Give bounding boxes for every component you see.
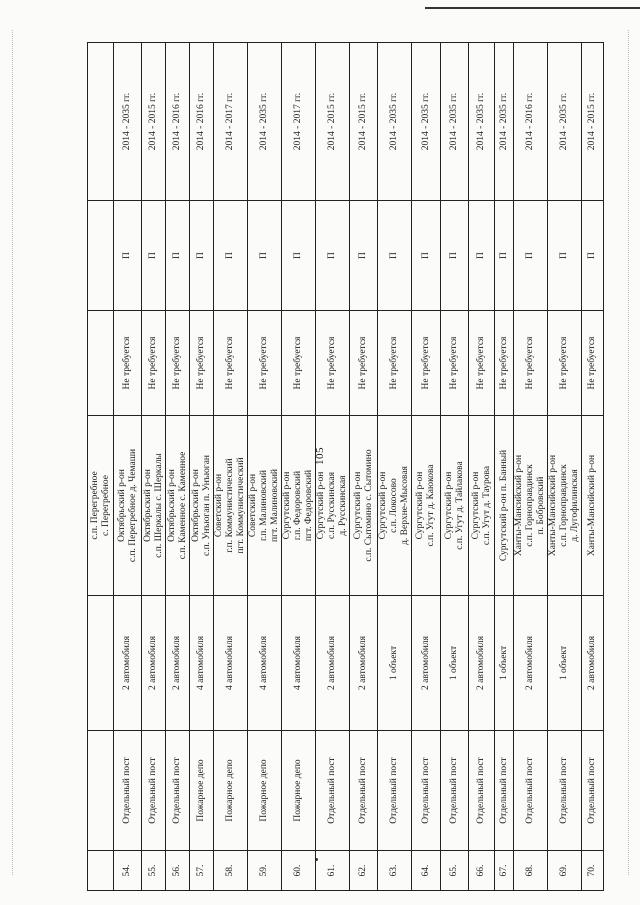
station-type: Отдельный пост [469, 731, 495, 851]
location-line: с.п. Угут д. Тайлакова [454, 461, 465, 550]
equipment: 2 автомобиля [582, 596, 604, 731]
location-line: Сургутский р-он [378, 471, 388, 540]
location-line: г.п. Федоровский [293, 470, 303, 541]
location [469, 416, 495, 596]
location-line: Ханты-Мансийский р-он [548, 454, 558, 557]
table-row [548, 43, 582, 891]
row-number: 58. [214, 851, 248, 891]
requirement [88, 311, 114, 416]
period: 2014 - 2017 гг. [282, 43, 316, 201]
row-number: 60. [282, 851, 316, 891]
requirement: Не требуется [514, 311, 548, 416]
location-line: п. Бобровский [536, 476, 546, 535]
period: 2014 - 2035 гг. [548, 43, 582, 201]
equipment: 1 объект [378, 596, 412, 731]
category: П [548, 201, 582, 311]
station-type: Отдельный пост [582, 731, 604, 851]
equipment: 4 автомобиля [282, 596, 316, 731]
location-line: Октябрьский р-он [190, 469, 201, 542]
requirement: Не требуется [114, 311, 142, 416]
row-number: 70. [582, 851, 604, 891]
period: 2014 - 2016 гг. [190, 43, 214, 201]
station-type: Отдельный пост [514, 731, 548, 851]
row-number: 55. [142, 851, 166, 891]
table-row [114, 43, 142, 891]
equipment: 2 автомобиля [142, 596, 166, 731]
location-line: Советский р-он [248, 473, 258, 538]
requirement: Не требуется [548, 311, 582, 416]
location [441, 416, 469, 596]
equipment: 2 автомобиля [412, 596, 441, 731]
period: 2014 - 2015 гг. [350, 43, 378, 201]
location-line: с.п. Унъюган п. Унъюган [201, 455, 212, 556]
category: П [316, 201, 350, 311]
location-line: с.п. Локосово [389, 478, 399, 533]
location-line: пгт. Коммунистический [236, 457, 246, 554]
table-row [378, 43, 412, 891]
row-number: 66. [469, 851, 495, 891]
station-type: Отдельный пост [316, 731, 350, 851]
requirement: Не требуется [282, 311, 316, 416]
header-rule [425, 7, 640, 9]
category [88, 201, 114, 311]
location-line: д. Верхне-Мысовая [400, 466, 410, 545]
location [495, 416, 514, 596]
period: 2014 - 2016 гг. [514, 43, 548, 201]
station-type: Отдельный пост [142, 731, 166, 851]
location [350, 416, 378, 596]
scan-edge-right [628, 30, 629, 875]
location-line: с.п. Русскинская [327, 472, 337, 539]
station-type: Отдельный пост [548, 731, 582, 851]
location-line: Октябрьский р-он [142, 469, 153, 542]
row-number: 62. [350, 851, 378, 891]
location-line: г.п. Коммунистический [225, 458, 235, 553]
equipment: 2 автомобиля [166, 596, 190, 731]
period: 2014 - 2035 гг. [248, 43, 282, 201]
station-type: Отдельный пост [412, 731, 441, 851]
location-line: с.п. Сытомино с. Сытомино [363, 449, 374, 562]
period [88, 43, 114, 201]
row-number: 57. [190, 851, 214, 891]
equipment: 2 автомобиля [114, 596, 142, 731]
table-row [441, 43, 469, 891]
equipment: 2 автомобиля [350, 596, 378, 731]
row-number: 63. [378, 851, 412, 891]
period: 2014 - 2035 гг. [412, 43, 441, 201]
location [378, 416, 412, 596]
row-number: 54. [114, 851, 142, 891]
category: П [350, 201, 378, 311]
equipment [88, 596, 114, 731]
location [114, 416, 142, 596]
table-row [412, 43, 441, 891]
category: П [248, 201, 282, 311]
station-type: Отдельный пост [378, 731, 412, 851]
location [548, 416, 582, 596]
equipment: 2 автомобиля [469, 596, 495, 731]
location-line: Сургутский р-он [443, 471, 454, 540]
row-number [88, 851, 114, 891]
requirement: Не требуется [190, 311, 214, 416]
category: П [469, 201, 495, 311]
location [514, 416, 548, 596]
row-number: 59. [248, 851, 282, 891]
location [214, 416, 248, 596]
location-line: Советский р-он [214, 473, 224, 538]
requirement: Не требуется [495, 311, 514, 416]
location [282, 416, 316, 596]
row-number: 67. [495, 851, 514, 891]
location [166, 416, 190, 596]
equipment: 4 автомобиля [248, 596, 282, 731]
period: 2014 - 2016 гг. [166, 43, 190, 201]
category: П [378, 201, 412, 311]
location-line: Сургутский р-он [352, 471, 363, 540]
station-type: Пожарное депо [190, 731, 214, 851]
location [190, 416, 214, 596]
requirement: Не требуется [248, 311, 282, 416]
location-line: Октябрьский р-он [166, 469, 177, 542]
table-row [142, 43, 166, 891]
station-type: Пожарное депо [248, 731, 282, 851]
table-row [248, 43, 282, 891]
location [316, 416, 350, 596]
table-row [88, 43, 114, 891]
category: П [495, 201, 514, 311]
location-line: с. Перегребное [100, 475, 111, 536]
category: П [142, 201, 166, 311]
requirement: Не требуется [582, 311, 604, 416]
location-line: Сургутский р-он [415, 471, 425, 540]
table-row [469, 43, 495, 891]
category: П [166, 201, 190, 311]
table-row [582, 43, 604, 891]
requirement: Не требуется [350, 311, 378, 416]
category: П [582, 201, 604, 311]
requirement: Не требуется [412, 311, 441, 416]
category: П [114, 201, 142, 311]
requirement: Не требуется [166, 311, 190, 416]
table-row [350, 43, 378, 891]
equipment: 4 автомобиля [214, 596, 248, 731]
category: П [282, 201, 316, 311]
location-line: с.п. Перегребное [89, 471, 100, 540]
requirement: Не требуется [469, 311, 495, 416]
equipment: 1 объект [495, 596, 514, 731]
location-line: Октябрьский р-он [116, 469, 127, 542]
table-row [495, 43, 514, 891]
category: П [214, 201, 248, 311]
table-row [316, 43, 350, 891]
row-number: 61. [316, 851, 350, 891]
location-line: д. Лугофилинская [570, 469, 580, 542]
row-number: 64. [412, 851, 441, 891]
period: 2014 - 2035 гг. [469, 43, 495, 201]
table-row [282, 43, 316, 891]
location-line: Ханты-Мансийский р-он [514, 454, 524, 557]
period: 2014 - 2035 гг. [114, 43, 142, 201]
location-line: с.п. Горноправдинск [525, 464, 535, 547]
period: 2014 - 2015 гг. [582, 43, 604, 201]
station-type [88, 731, 114, 851]
location-line: пгт. Малиновский [270, 469, 280, 543]
location [412, 416, 441, 596]
location [582, 416, 604, 596]
category: П [441, 201, 469, 311]
row-number: 56. [166, 851, 190, 891]
requirement: Не требуется [441, 311, 469, 416]
location [142, 416, 166, 596]
location-line: Сургутский р-он [470, 471, 481, 540]
location-line: с.п. Горноправдинск [559, 464, 569, 547]
category: П [514, 201, 548, 311]
station-type: Отдельный пост [441, 731, 469, 851]
requirement: Не требуется [214, 311, 248, 416]
row-number: 69. [548, 851, 582, 891]
page-number: 105 [314, 447, 326, 465]
location-line: с.п. Угут д. Каюкова [426, 464, 436, 547]
table-row [514, 43, 548, 891]
station-type: Пожарное депо [282, 731, 316, 851]
location-line: с.п. Шеркалы с. Шеркалы [153, 453, 164, 558]
category: П [412, 201, 441, 311]
station-type: Отдельный пост [166, 731, 190, 851]
location [248, 416, 282, 596]
station-type: Пожарное депо [214, 731, 248, 851]
equipment: 4 автомобиля [190, 596, 214, 731]
fire-station-table [87, 42, 604, 891]
requirement: Не требуется [378, 311, 412, 416]
location-line: с.п. Угут д. Таурова [481, 465, 492, 546]
period: 2014 - 2015 гг. [316, 43, 350, 201]
equipment: 2 автомобиля [316, 596, 350, 731]
location [88, 416, 114, 596]
location-line: Сургутский р-он п. Банный [498, 449, 509, 562]
equipment: 1 объект [441, 596, 469, 731]
period: 2014 - 2035 гг. [378, 43, 412, 201]
table-row [190, 43, 214, 891]
station-type: Отдельный пост [350, 731, 378, 851]
location-line: Ханты-Мансийский р-он [587, 454, 597, 557]
requirement: Не требуется [316, 311, 350, 416]
station-type: Отдельный пост [114, 731, 142, 851]
period: 2014 - 2035 гг. [495, 43, 514, 201]
row-number: 65. [441, 851, 469, 891]
table-row [214, 43, 248, 891]
location-line: Сургутский р-он [282, 471, 292, 540]
table-row [166, 43, 190, 891]
location-line: Сургутский р-он [316, 471, 326, 540]
period: 2014 - 2017 гг. [214, 43, 248, 201]
equipment: 2 автомобиля [514, 596, 548, 731]
location-line: с.п. Перегребное д. Чемаши [127, 448, 138, 563]
table-frame [87, 43, 597, 891]
location-line: с.п. Каменное с. Каменное [177, 451, 188, 560]
location-line: г.п. Малиновский [259, 470, 269, 541]
requirement: Не требуется [142, 311, 166, 416]
equipment: 1 объект [548, 596, 582, 731]
station-type: Отдельный пост [495, 731, 514, 851]
location-line: пгт. Федоровский [304, 469, 314, 542]
category: П [190, 201, 214, 311]
period: 2014 - 2015 гг. [142, 43, 166, 201]
location-line: д. Русскинская [338, 475, 348, 536]
scan-edge-left [12, 30, 13, 875]
period: 2014 - 2035 гг. [441, 43, 469, 201]
row-number: 68. [514, 851, 548, 891]
